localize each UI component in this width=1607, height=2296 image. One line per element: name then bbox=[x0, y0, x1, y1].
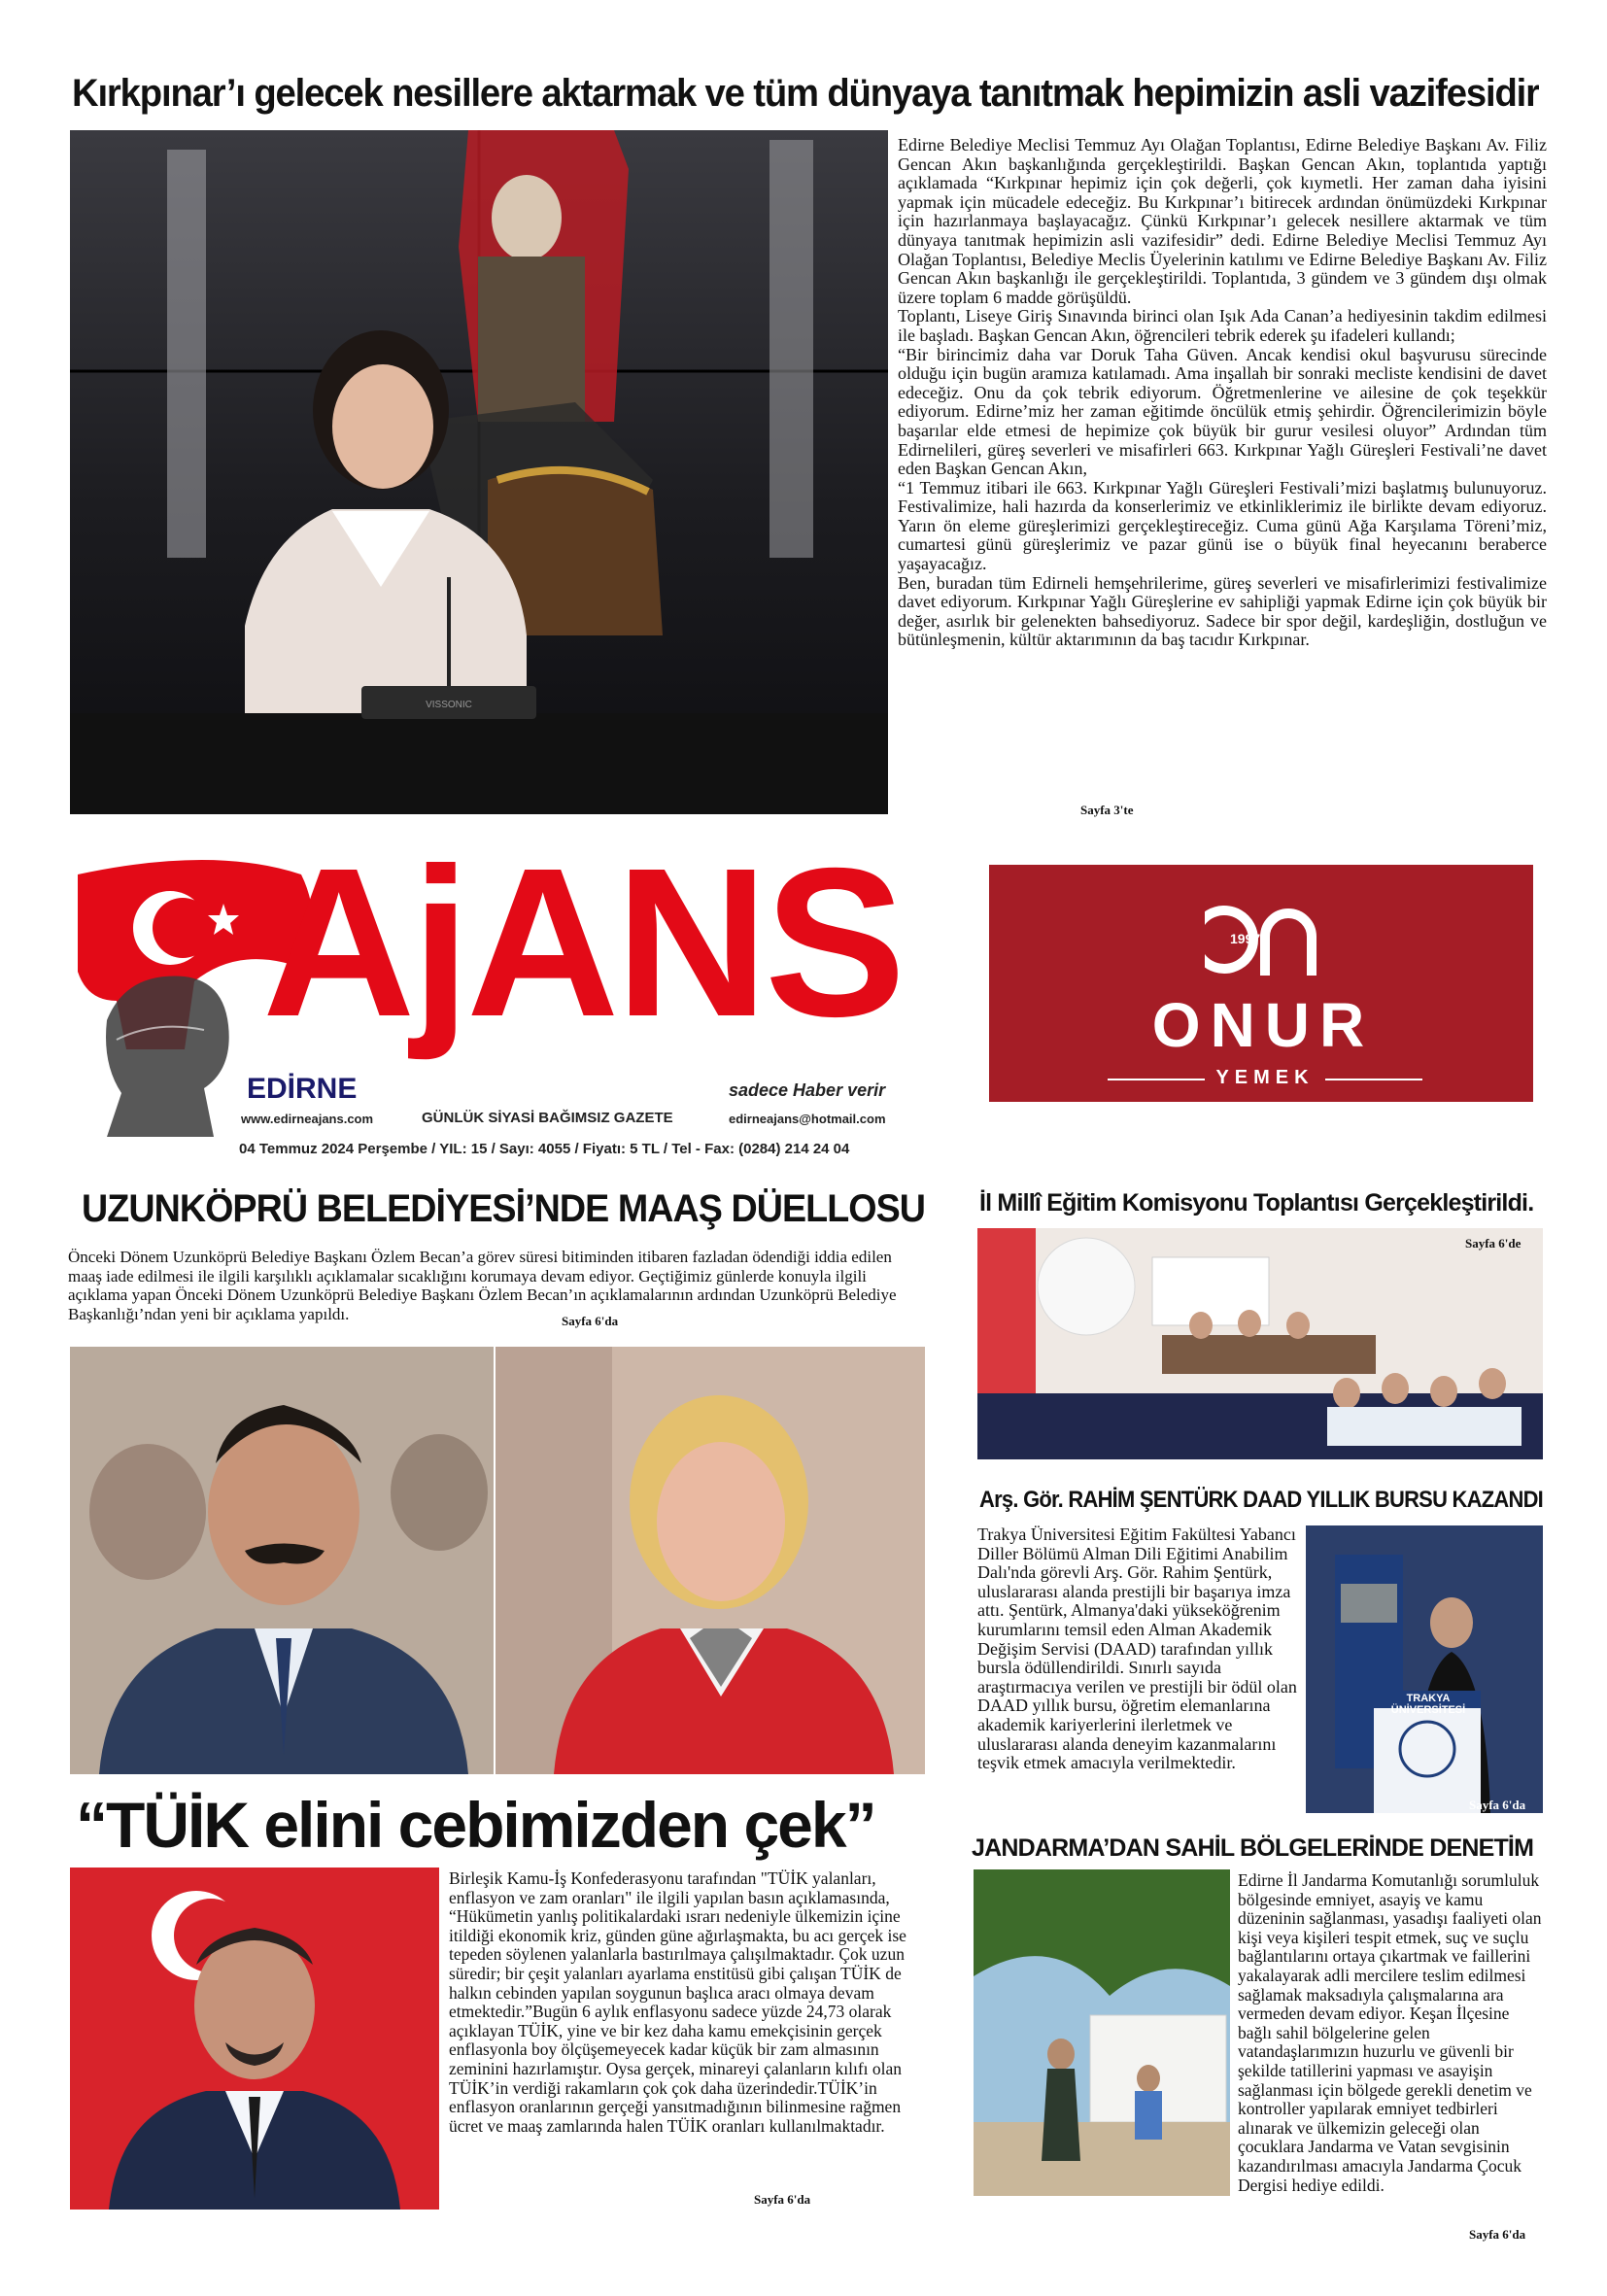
daad-banner-text: TRAKYA ÜNİVERSİTESİ bbox=[1390, 1693, 1466, 1716]
ad-sub: YEMEK bbox=[1215, 1067, 1315, 1088]
masthead-city: EDİRNE bbox=[247, 1073, 358, 1105]
jandarma-body: Edirne İl Jandarma Komutanlığı sorumluluk bölgesinde emniyet, asayiş ve kamu düzeninin sağlanması, yasadışı faaliyeti olan kişi veya kişileri tespit etmek, suç ve suçlu bağlantılarını ortaya çıkartmak ve faillerini yakalayarak adli mercilere teslim edilmesi sağlamak maksadıyla çalışmalarına ara vermeden devam ediyor. Keşan İlçesine bağlı sahil bölgelerine gelen vatandaşlarımızın huzurlu ve güvenli bir şekilde tatillerini yapması ve asayişin sağlanması için bölgede gerekli denetim ve kontroller yapılarak emniyet tedbirleri alınarak ve ülkemizin geleceği olan çocuklara Jandarma ve Vatan sevgisinin kazandırılması amacıyla Jandarma Çocuk Dergisi hediye edildi. bbox=[1238, 1871, 1542, 2195]
onur-yemek-ad[interactable] bbox=[989, 865, 1533, 1102]
onur-logo-icon bbox=[1205, 898, 1321, 981]
uzunkopru-photo-right bbox=[496, 1347, 925, 1774]
mic-label: VISSONIC bbox=[426, 700, 472, 710]
milli-egitim-page-ref: Sayfa 6'de bbox=[1465, 1236, 1522, 1251]
top-story-paragraph: Ben, buradan tüm Edirneli hemşehrilerime, güreş severleri ve misafirlerimizi festivalimize davet ediyorum. Kırkpınar Yağlı Güreşlerine ev sahipliği yapmak Edirne için çok büyük bir değer, asırlık bir gelenekten bahsediyoruz. Sadece bir spor değil, kardeşliğin, dostluğun ve bütünleşmenin, kültür aktarımının da baş tacıdır Kırkpınar. bbox=[898, 572, 1547, 650]
top-story-page-ref: Sayfa 3'te bbox=[1080, 803, 1134, 817]
masthead-paper-type: GÜNLÜK SİYASİ BAĞIMSIZ GAZETE bbox=[422, 1110, 673, 1126]
top-story-paragraph: Toplantı, Liseye Giriş Sınavında birinci olan Işık Ada Canan’a hediyesinin takdim edilmesi ile başladı. Başkan Gencan Akın, öğrencileri tebrik ederek şu ifadeleri kullandı; bbox=[898, 306, 1547, 345]
uzunkopru-page-ref: Sayfa 6'da bbox=[562, 1314, 619, 1328]
uzunkopru-photo-left bbox=[70, 1347, 494, 1774]
top-story-body bbox=[898, 136, 1547, 797]
ad-year: 1997 bbox=[1230, 931, 1261, 946]
jandarma-page-ref: Sayfa 6'da bbox=[1469, 2227, 1526, 2242]
masthead-website[interactable]: www.edirneajans.com bbox=[241, 1112, 374, 1126]
daad-page-ref: Sayfa 6'da bbox=[1469, 1798, 1526, 1812]
masthead-slogan: sadece Haber verir bbox=[729, 1080, 886, 1100]
uzunkopru-body: Önceki Dönem Uzunköprü Belediye Başkanı Özlem Becan’a görev süresi bitiminden itibaren fazladan ödendiği iddia edilen maaş iade edilmesi ile ilgili karşılıklı açıklamalar sıcaklığını korumaya devam ediyor. Geçtiğimiz günlerde konuyla ilgili açıklama yapan Önceki Dönem Uzunköprü Belediye Başkanı Özlem Becan’ın açıklamalarının ardından Uzunköprü Belediye Başkanlığı’ndan yeni bir açıklama yapıldı. bbox=[68, 1248, 897, 1323]
tuik-page-ref: Sayfa 6'da bbox=[754, 2192, 811, 2207]
masthead-logo: AjANS bbox=[262, 825, 903, 1061]
ad-brand: ONUR bbox=[1151, 990, 1375, 1060]
daad-headline: Arş. Gör. RAHİM ŞENTÜRK DAAD YILLIK BURSU KAZANDI bbox=[979, 1487, 1544, 1513]
milli-egitim-photo bbox=[977, 1228, 1543, 1459]
masthead-email[interactable]: edirneajans@hotmail.com bbox=[729, 1112, 886, 1126]
top-story-paragraph: “1 Temmuz itibari ile 663. Kırkpınar Yağlı Güreşleri Festivali’mizi başlatmış bulunuyoruz. Festivalimize, hali hazırda da konserlerimiz ve etkinliklerimiz ile birlikte devam ediyoruz. Yarın ön eleme güreşlerimizi gerçekleştireceğiz. Cuma günü Ağa Karşılama Töreni’miz, cumartesi günü güreşlerimiz ve pazar günü ise o büyük final heyecanını beraberce yaşayacağız. bbox=[898, 477, 1547, 574]
daad-body: Trakya Üniversitesi Eğitim Fakültesi Yabancı Diller Bölümü Alman Dili Eğitimi Anabilim Dalı'nda görevli Arş. Gör. Rahim Şentürk, uluslararası alanda prestijli bir başarıya imza attı. Şentürk, Almanya'daki yükseköğrenim kurumlarını temsil eden Alman Akademik Değişim Servisi (DAAD) tarafından yıllık bursla ödüllendirildi. Sınırlı sayıda araştırmacıya verilen ve prestijli bir ödül olan DAAD yıllık bursu, öğretim elemanlarına akademik kariyerlerini ilerletmek ve uluslararası alanda deneyim kazanmalarını teşvik etmek amacıyla verilmektedir. bbox=[977, 1525, 1297, 1773]
masthead bbox=[68, 825, 923, 1166]
ad-rule-right bbox=[1325, 1079, 1422, 1080]
milli-egitim-headline: İl Millî Eğitim Komisyonu Toplantısı Gerçekleştirildi. bbox=[979, 1189, 1534, 1217]
tuik-photo bbox=[70, 1868, 439, 2210]
daad-photo bbox=[1306, 1525, 1543, 1813]
tuik-body: Birleşik Kamu-İş Konfederasyonu tarafından "TÜİK yalanları, enflasyon ve zam oranları" ile ilgili yapılan basın açıklamasında, “Hükümetin yanlış politikalardaki ısrarı nedeniyle ülkemizin içine itildiği ekonomik kriz, günden güne ağırlaşmakta, bu acı gerçek ise tepeden söylenen yalanlarla bastırılmaya çalışılmaktadır. Çok uzun süredir; bir çeşit yalanları ayarlama enstitüsü gibi çalışan TÜİK de halkın cebinden yapılan soygunun başlıca aracı olmaya devam etmektedir.”Bugün 6 aylık enflasyonu sadece yüzde 24,73 olarak açıklayan TÜİK, yine ve bir kez daha kamu emekçisinin gerçek enflasyonla boy ölçüşemeyecek kadar küçük bir zam almasının zeminini hazırlamıştır. Oysa gerçek, minareyi çalanların kılıfı olan TÜİK’in verdiği rakamların çok çok daha üzerindedir.TÜİK’in enflasyon oranlarının gerçeği yansıtmadığının bilinmesine rağmen ücret ve maaş zamlarında halen TÜİK oranları kullanılmaktadır. bbox=[449, 1869, 906, 2136]
top-story-paragraph: “Bir birincimiz daha var Doruk Taha Güven. Ancak kendisi okul başvurusu sürecinde olduğu için bugün aramıza katılamadı. Ama inşallah bir sonraki mecliste kendisini de davet edeceğiz. Onu da çok tebrik ediyorum. Öğretmenlerine ve ailesine de çok teşekkür ediyorum. Edirne’miz her zaman eğitimde öncülük etmiş şehirdir. Öğrencilerimizin böyle başarılar elde etmesi de hepimize çok büyük bir gurur vesilesi oluyor” Ardından tüm Edirnelileri, güreş severleri ve misafirleri 663. Kırkpınar Yağlı Güreşleri Festivali’ne davet eden Başkan Gencan Akın, bbox=[898, 344, 1547, 479]
jandarma-photo bbox=[974, 1869, 1230, 2196]
tuik-headline: “TÜİK elini cebimizden çek” bbox=[76, 1789, 875, 1861]
top-headline: Kırkpınar’ı gelecek nesillere aktarmak ve tüm dünyaya tanıtmak hepimizin asli vazifesidir bbox=[72, 72, 1539, 115]
ad-rule-left bbox=[1108, 1079, 1205, 1080]
uzunkopru-headline: UZUNKÖPRÜ BELEDİYESİ’NDE MAAŞ DÜELLOSU bbox=[82, 1187, 926, 1230]
top-story-photo bbox=[70, 130, 888, 814]
top-story-paragraph: Edirne Belediye Meclisi Temmuz Ayı Olağan Toplantısı, Edirne Belediye Başkanı Av. Filiz Gencan Akın başkanlığında gerçekleştirildi. Başkan Gencan Akın, toplantıda yaptığı açıklamada “Kırkpınar hepimiz için çok değerli, çok kıymetli. Her zaman daha iyisini yapmak için mücadele edeceğiz. Bu Kırkpınar’ı bitirecek ardından önümüzdeki Kırkpınar için hazırlanmaya başlayacağız. Çünkü Kırkpınar’ı gelecek nesillere aktarmak ve tüm dünyaya tanıtmak hepimizin asli vazifesidir” dedi. Edirne Belediye Meclisi Temmuz Ayı Olağan Toplantısı, Belediye Meclis Üyelerinin katılımı ve Edirne Belediye Başkanı Av. Filiz Gencan Akın başkanlığı ile gerçekleştirildi. Toplantıda, 3 gündem ve 3 gündem dışı olmak üzere toplam 6 madde görüşüldü. bbox=[898, 136, 1547, 307]
masthead-info-line: 04 Temmuz 2024 Perşembe / YIL: 15 / Sayı: 4055 / Fiyatı: 5 TL / Tel - Fax: (0284) 214 24 04 bbox=[239, 1141, 850, 1157]
jandarma-headline: JANDARMA’DAN SAHİL BÖLGELERİNDE DENETİM bbox=[972, 1834, 1534, 1862]
